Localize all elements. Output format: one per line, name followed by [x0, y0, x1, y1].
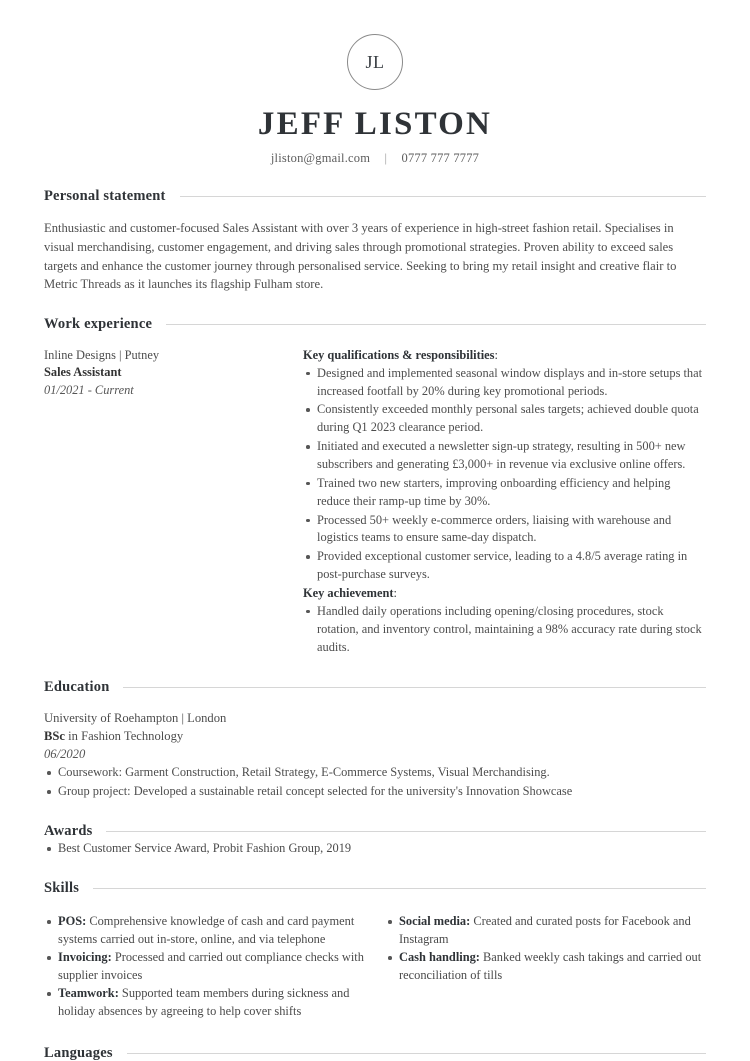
list-item: Initiated and executed a newsletter sign-up strategy, resulting in 500+ new subscribers and generating £3,000+ in revenue via exclusive online offers.: [303, 438, 706, 474]
section-title-skills: Skills: [44, 879, 80, 896]
section-head-languages: [44, 1045, 706, 1061]
section-head-skills: [44, 880, 706, 897]
section-title-awards: Awards: [44, 823, 93, 839]
section-head-awards: [44, 823, 706, 840]
qualifications-heading: [303, 347, 706, 365]
resume-header: [44, 0, 706, 166]
candidate-name: JEFF LISTON: [257, 106, 493, 142]
skill-colon: :: [82, 913, 87, 928]
skills-column-left: [44, 913, 365, 1021]
skill-colon: :: [114, 985, 119, 1000]
qualifications-heading-text: Key qualifications & responsibilities: [303, 347, 495, 362]
section-work-experience: [44, 316, 706, 658]
section-title-education: Education: [44, 679, 110, 696]
skills-list-left: [44, 913, 365, 1021]
work-bullets-list: [303, 365, 706, 584]
list-item: [44, 985, 365, 1021]
list-item: Trained two new starters, improving onboarding efficiency and helping reduce their ramp-up time by 30%.: [303, 475, 706, 511]
section-rule: [106, 831, 706, 832]
section-awards: [44, 823, 706, 858]
section-rule: [93, 888, 706, 889]
education-entry: [44, 710, 706, 801]
skill-name: POS: [58, 913, 83, 928]
skills-column-right: [385, 913, 706, 1021]
section-rule: [166, 324, 706, 325]
contact-separator: |: [384, 151, 388, 166]
section-rule: [180, 196, 706, 197]
personal-statement-text: Enthusiastic and customer-focused Sales Assistant with over 3 years of experience in high-street fashion retail. Specialises in visual merchandising, customer engagement, and driving sales through promotional strategies. Proven ability to exceed sales targets and enhance the customer journey through personalised service. Seeking to bring my retail insight and creative flair to Metric Threads as it launches its flagship Fulham store.: [44, 221, 677, 292]
list-item: [44, 913, 365, 949]
work-role: Sales Assistant: [44, 365, 122, 380]
skill-description: Created and curated posts for Facebook and Instagram: [399, 913, 691, 946]
skill-name: Teamwork: [58, 985, 115, 1000]
monogram-initials: JL: [365, 51, 385, 72]
work-entry-meta: [44, 347, 303, 400]
section-head-education: [44, 679, 706, 696]
education-degree-field: in Fashion Technology: [65, 729, 184, 744]
list-item: Consistently exceeded monthly personal sales targets; achieved double quota during Q1 2023 clearance period.: [303, 401, 706, 437]
contact-line: [44, 151, 706, 166]
qualifications-heading-colon: :: [494, 347, 498, 362]
work-entry: [44, 347, 706, 658]
list-item: Handled daily operations including opening/closing procedures, stock rotation, and inventory control, maintaining a 98% accuracy rate during stock audits.: [303, 603, 706, 657]
list-item: Provided exceptional customer service, leading to a 4.8/5 average rating in post-purchase surveys.: [303, 548, 706, 584]
skill-name: Social media: [399, 913, 467, 928]
achievement-bullets-list: [303, 603, 706, 657]
education-date: 06/2020: [44, 747, 86, 762]
section-title-personal-statement: Personal statement: [44, 188, 166, 205]
skill-description: Comprehensive knowledge of cash and card payment systems carried out in-store, online, and via telephone: [58, 913, 355, 946]
list-item: Processed 50+ weekly e-commerce orders, liaising with warehouse and logistics teams to ensure same-day dispatch.: [303, 512, 706, 548]
work-company: Inline Designs | Putney: [44, 347, 160, 362]
list-item: [385, 913, 706, 949]
skill-colon: :: [475, 949, 480, 964]
section-head-work-experience: [44, 316, 706, 333]
achievement-heading-colon: :: [393, 585, 397, 600]
education-bullets-list: [44, 764, 706, 801]
education-school: University of Roehampton | London: [44, 711, 227, 726]
list-item: [44, 949, 365, 985]
work-entry-details: [303, 347, 706, 658]
skill-description: Banked weekly cash takings and carried out reconciliation of tills: [399, 949, 702, 982]
awards-list: [44, 840, 706, 858]
list-item: Best Customer Service Award, Probit Fashion Group, 2019: [44, 840, 706, 858]
skill-colon: :: [466, 913, 471, 928]
skill-colon: :: [107, 949, 112, 964]
education-degree-abbrev: BSc: [44, 729, 65, 744]
skill-name: Cash handling: [399, 949, 476, 964]
section-skills: [44, 880, 706, 1021]
monogram-badge: [347, 34, 403, 90]
email-text[interactable]: jliston@gmail.com: [270, 151, 371, 166]
skills-list-right: [385, 913, 706, 985]
section-languages: [44, 1045, 706, 1061]
education-degree: [44, 728, 706, 746]
section-personal-statement: [44, 188, 706, 294]
section-title-work-experience: Work experience: [44, 315, 153, 332]
list-item: Designed and implemented seasonal window displays and in-store setups that increased footfall by 20% during key promotional periods.: [303, 365, 706, 401]
skill-description: Processed and carried out compliance checks with supplier invoices: [58, 949, 364, 982]
list-item: Group project: Developed a sustainable retail concept selected for the university's Innovation Showcase: [44, 783, 706, 801]
work-dates: 01/2021 - Current: [44, 383, 134, 398]
skill-name: Invoicing: [58, 949, 108, 964]
section-rule: [127, 1053, 706, 1054]
phone-text[interactable]: 0777 777 7777: [401, 151, 480, 166]
section-rule: [123, 687, 706, 688]
list-item: Coursework: Garment Construction, Retail Strategy, E-Commerce Systems, Visual Merchandising.: [44, 764, 706, 782]
list-item: [385, 949, 706, 985]
skills-columns: [44, 913, 706, 1021]
section-education: [44, 679, 706, 801]
achievement-heading: [303, 585, 706, 603]
achievement-heading-text: Key achievement: [303, 585, 394, 600]
section-title-languages: Languages: [44, 1044, 113, 1061]
skill-description: Supported team members during sickness and holiday absences by agreeing to help cover shifts: [58, 985, 350, 1018]
section-head-personal-statement: [44, 188, 706, 205]
